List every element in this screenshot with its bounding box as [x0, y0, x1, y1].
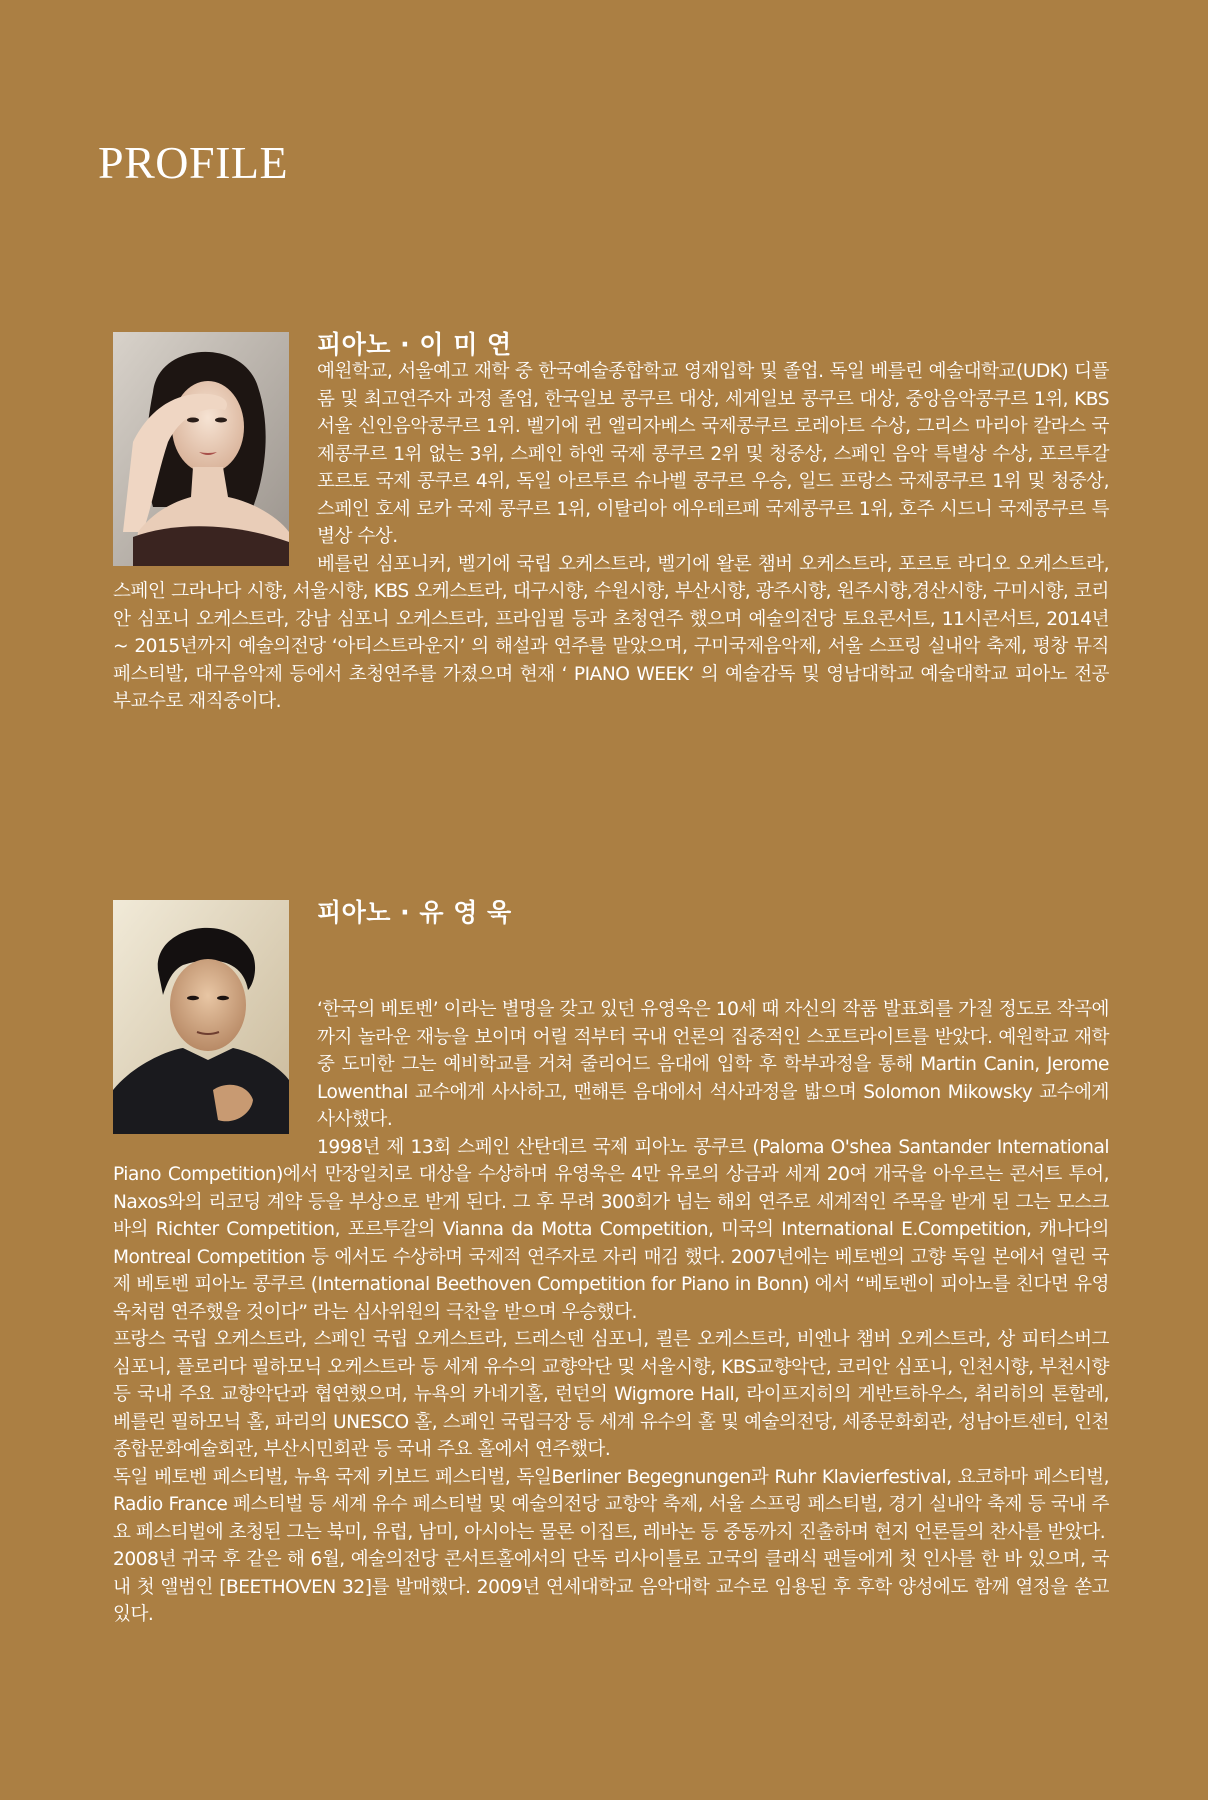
bio-paragraph: 1998년 제 13회 스페인 산탄데르 국제 피아노 콩쿠르 (Paloma O'shea Santander International Piano Competition)에서 만장일치로 대상을 수상하며 유영욱은 4만 유로의 상금과 세계 20여 개국을 아우르는 콘서트 투어, Naxos와의 리코딩 계약 등을 부상으로 받게 된다. 그 후 무려 300회가 넘는 해외 연주로 세계적인 주목을 받게 된 그는 모스크바의 Richter Competition, 포르투갈의 Vianna da Motta Competition, 미국의 International E.Competition, 캐나다의 Montreal Competition 등 에서도 수상하며 국제적 연주자로 자리 매김 했다. 2007년에는 베토벤의 고향 독일 본에서 열린 국제 베토벤 피아노 콩쿠르 (International Beethoven Competition for Piano in Bonn) 에서 “베토벤이 피아노를 친다면 유영욱처럼 연주했을 것이다” 라는 심사위원의 극찬을 받으며 우승했다. [113, 1136, 1109, 1323]
bio-paragraph: 예원학교, 서울예고 재학 중 한국예술종합학교 영재입학 및 졸업. 독일 베를린 예술대학교(UDK) 디플롬 및 최고연주자 과정 졸업, 한국일보 콩쿠르 대상, 세계일보 콩쿠르 대상, 중앙음악콩쿠르 1위, KBS 서울 신인음악콩쿠르 1위. 벨기에 퀸 엘리자베스 국제콩쿠르 로레아트 수상, 그리스 마리아 칼라스 국제콩쿠르 1위 없는 3위, 스페인 하엔 국제 콩쿠르 2위 및 청중상, 스페인 음악 특별상 수상, 포르투갈 포르토 국제 콩쿠르 4위, 독일 아르투르 슈나벨 콩쿠르 우승, 일드 프랑스 국제콩쿠르 1위 및 청중상, 스페인 호세 로카 국제 콩쿠르 1위, 이탈리아 에우테르페 국제콩쿠르 1위, 호주 시드니 국제콩쿠르 특별상 수상. [317, 361, 1109, 547]
portrait-photo-woman [113, 332, 289, 566]
bio-paragraph: 프랑스 국립 오케스트라, 스페인 국립 오케스트라, 드레스덴 심포니, 쾰른 오케스트라, 비엔나 챔버 오케스트라, 상 피터스버그 심포니, 플로리다 필하모닉 오케스트라 등 세계 유수의 교향악단 및 서울시향, KBS교향악단, 코리안 심포니, 인천시향, 부천시향 등 국내 주요 교향악단과 협연했으며, 뉴욕의 카네기홀, 런던의 Wigmore Hall, 라이프지히의 게반트하우스, 취리히의 톤할레, 베를린 필하모닉 홀, 파리의 UNESCO 홀, 스페인 국립극장 등 세계 유수의 홀 및 예술의전당, 세종문화회관, 성남아트센터, 인천종합문화예술회관, 부산시민회관 등 국내 주요 홀에서 연주했다. [113, 1329, 1109, 1460]
profile-yoo-young-wook [113, 900, 1109, 1629]
bio-paragraph: ‘한국의 베토벤’ 이라는 별명을 갖고 있던 유영욱은 10세 때 자신의 작품 발표회를 가질 정도로 작곡에까지 놀라운 재능을 보이며 어릴 적부터 국내 언론의 집중적인 스포트라이트를 받았다. 예원학교 재학 중 도미한 그는 예비학교를 거쳐 줄리어드 음대에 입학 후 학부과정을 통해 Martin Canin, Jerome Lowenthal 교수에게 사사하고, 맨해튼 음대에서 석사과정을 밟으며 Solomon Mikowsky 교수에게 사사했다. [317, 999, 1109, 1130]
bio-paragraph: 독일 베토벤 페스티벌, 뉴욕 국제 키보드 페스티벌, 독일Berliner Begegnungen과 Ruhr Klavierfestival, 요코하마 페스티벌, Radio France 페스티벌 등 세계 유수 페스티벌 및 예술의전당 교향악 축제, 서울 스프링 페스티벌, 경기 실내악 축제 등 국내 주요 페스티벌에 초청된 그는 북미, 유럽, 남미, 아시아는 물론 이집트, 레바논 등 중동까지 진출하며 현지 언론들의 찬사를 받았다. [113, 1466, 1109, 1543]
bio-paragraph: 베를린 심포니커, 벨기에 국립 오케스트라, 벨기에 왈론 챔버 오케스트라, 포르토 라디오 오케스트라, 스페인 그라나다 시향, 서울시향, KBS 오케스트라, 대구시향, 수원시향, 부산시향, 광주시향, 원주시향,경산시향, 구미시향, 코리안 심포니 오케스트라, 강남 심포니 오케스트라, 프라임필 등과 초청연주 했으며 예술의전당 토요콘서트, 11시콘서트, 2014년 ~ 2015년까지 예술의전당 ‘아티스트라운지’ 의 해설과 연주를 맡았으며, 구미국제음악제, 서울 스프링 실내악 축제, 평창 뮤직페스티발, 대구음악제 등에서 초청연주를 가졌으며 현재 ‘ PIANO WEEK’ 의 예술감독 및 영남대학교 예술대학교 피아노 전공 부교수로 재직중이다. [113, 553, 1109, 712]
portrait-man-icon [113, 900, 289, 1134]
artist-name: 피아노 · 이 미 연 [317, 330, 512, 359]
profile-lee-mi-yeon [113, 332, 1109, 716]
portrait-woman-icon [113, 332, 289, 566]
artist-name: 피아노 · 유 영 욱 [317, 898, 512, 927]
bio-paragraph: 2008년 귀국 후 같은 해 6월, 예술의전당 콘서트홀에서의 단독 리사이틀로 고국의 클래식 팬들에게 첫 인사를 한 바 있으며, 국내 첫 앨범인 [BEETHOVEN 32]를 발매했다. 2009년 연세대학교 음악대학 교수로 임용된 후 후학 양성에도 함께 열정을 쏟고 있다. [113, 1549, 1109, 1625]
portrait-photo-man [113, 900, 289, 1134]
page-title: PROFILE [98, 137, 289, 188]
